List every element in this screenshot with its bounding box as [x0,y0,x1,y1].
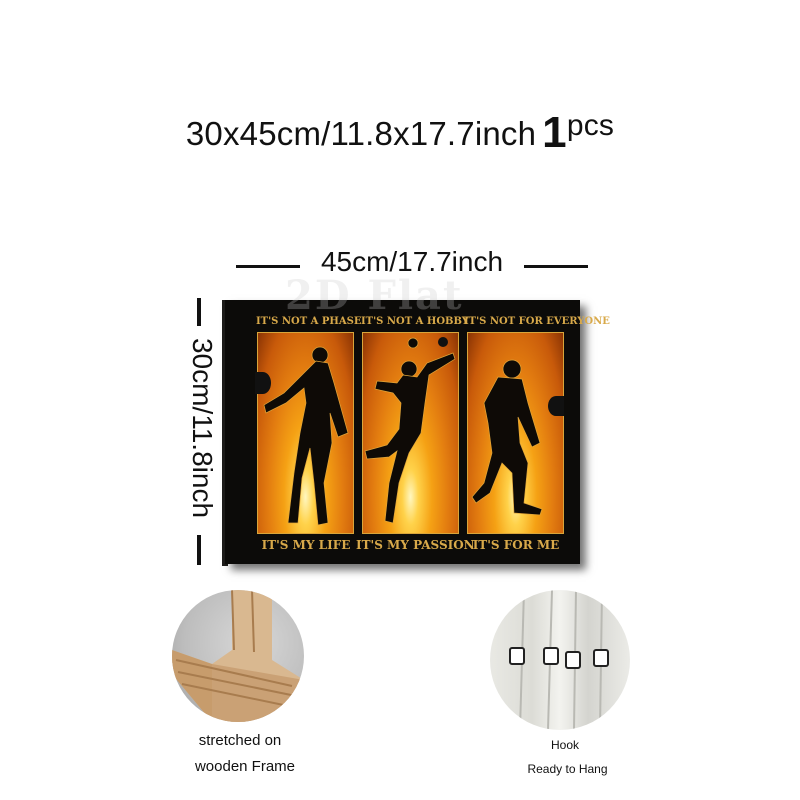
volleyball-icon-left [255,372,271,394]
panel-2-top-caption: IT'S NOT A HOBBY [361,316,469,327]
volleyball-icon-right [548,396,564,416]
width-dimension-line-left [236,265,300,268]
wooden-frame-photo [172,590,304,722]
width-dimension-line-right [524,265,588,268]
hook-caption-line-1: Hook [550,738,579,752]
width-label: 45cm/17.7inch [320,246,504,277]
watermark: 2D Flat [285,272,464,319]
frame-caption-line-2: wooden Frame [194,758,296,775]
hanging-hook-icon [490,590,630,730]
hook-caption-line-2: Ready to Hang [527,762,608,776]
panel-2-bottom-caption: IT'S MY PASSION [356,538,475,552]
size-text: 30x45cm/11.8x17.7inch [185,115,537,152]
hook-photo [490,590,630,730]
panel-3-image [467,332,564,534]
frame-caption-line-1: stretched on [198,732,282,749]
quantity: 1 [542,108,567,157]
volleyball-player-dig-icon [468,333,564,534]
height-dimension-line-bottom [197,535,201,565]
panel-1-top-caption: IT'S NOT A PHASE [256,316,362,327]
panel-1-bottom-caption: IT'S MY LIFE [261,538,351,552]
panel-2-image [362,332,459,534]
height-label: 30cm/11.8inch [187,337,218,519]
panel-3-bottom-caption: IT'S FOR ME [472,538,560,552]
panel-3-top-caption: IT'S NOT FOR EVERYONE [464,316,610,327]
volleyball-player-bump-icon [258,333,354,534]
size-title [0,108,800,158]
wooden-frame-icon [172,590,304,722]
volleyball-player-spike-icon [363,333,459,534]
panel-1-image [257,332,354,534]
quantity-unit: pcs [566,109,615,142]
volleyball-icon-middle [438,337,448,347]
